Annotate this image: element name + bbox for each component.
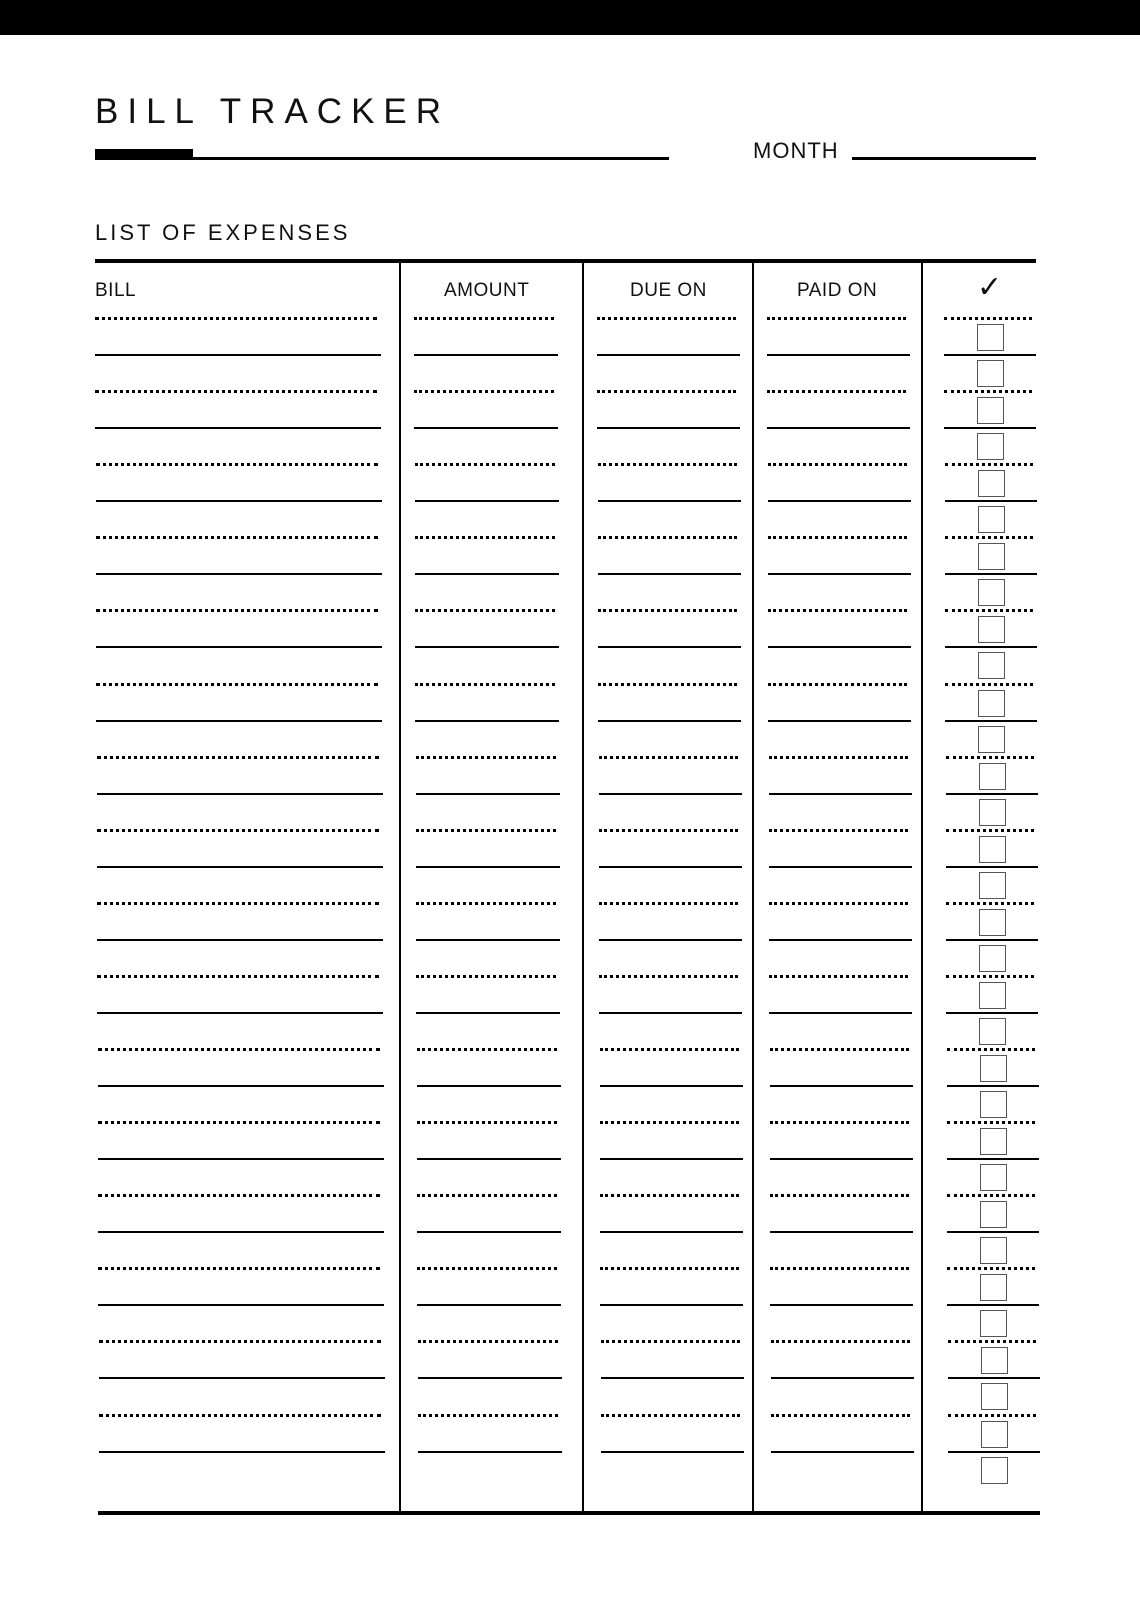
paid-on-dotted-line xyxy=(770,1121,909,1124)
due-on-entry-line[interactable] xyxy=(597,354,740,356)
paid-on-entry-line[interactable] xyxy=(771,1377,914,1379)
paid-dotted-line xyxy=(946,975,1034,978)
due-on-entry-line[interactable] xyxy=(601,1451,744,1453)
paid-on-dotted-line xyxy=(768,463,907,466)
table-row xyxy=(0,975,1140,1048)
paid-on-entry-line[interactable] xyxy=(771,1451,914,1453)
paid-checkbox[interactable] xyxy=(980,1274,1007,1301)
bill-entry-line[interactable] xyxy=(95,354,381,356)
due-on-entry-line[interactable] xyxy=(599,866,742,868)
paid-checkbox[interactable] xyxy=(979,1018,1006,1045)
table-row xyxy=(0,1340,1140,1413)
table-row xyxy=(0,756,1140,829)
amount-entry-line[interactable] xyxy=(416,1012,560,1014)
paid-checkbox[interactable] xyxy=(977,397,1004,424)
amount-entry-line[interactable] xyxy=(416,866,560,868)
bill-dotted-line xyxy=(96,463,378,466)
table-row xyxy=(0,317,1140,390)
due-on-entry-line[interactable] xyxy=(599,1012,742,1014)
bill-entry-line[interactable] xyxy=(97,793,383,795)
due-on-dotted-line xyxy=(598,609,737,612)
paid-checkbox[interactable] xyxy=(978,690,1005,717)
paid-checkbox[interactable] xyxy=(977,433,1004,460)
section-title: LIST OF EXPENSES xyxy=(95,220,351,245)
paid-entry-line[interactable] xyxy=(948,1377,1040,1379)
paid-checkbox[interactable] xyxy=(979,982,1006,1009)
amount-dotted-line xyxy=(417,1194,557,1197)
due-on-entry-line[interactable] xyxy=(598,500,741,502)
table-row xyxy=(0,536,1140,609)
paid-on-entry-line[interactable] xyxy=(770,1085,913,1087)
due-on-dotted-line xyxy=(597,390,736,393)
table-row xyxy=(0,1121,1140,1194)
due-on-dotted-line xyxy=(600,1048,739,1051)
table-row xyxy=(0,1267,1140,1340)
amount-entry-line[interactable] xyxy=(418,1451,562,1453)
paid-dotted-line xyxy=(948,1340,1036,1343)
due-on-dotted-line xyxy=(601,1414,740,1417)
due-on-dotted-line xyxy=(600,1121,739,1124)
paid-on-dotted-line xyxy=(770,1194,909,1197)
paid-on-dotted-line xyxy=(770,1048,909,1051)
due-on-dotted-line xyxy=(598,463,737,466)
table-top-rule xyxy=(95,259,1036,263)
paid-checkbox[interactable] xyxy=(979,872,1006,899)
bill-entry-line[interactable] xyxy=(96,573,382,575)
bill-dotted-line xyxy=(96,609,378,612)
bill-dotted-line xyxy=(95,390,377,393)
due-on-dotted-line xyxy=(599,829,738,832)
due-on-dotted-line xyxy=(598,683,737,686)
paid-dotted-line xyxy=(945,683,1033,686)
bill-dotted-line xyxy=(98,1267,380,1270)
paid-entry-line[interactable] xyxy=(947,1085,1039,1087)
amount-dotted-line xyxy=(416,756,556,759)
due-on-entry-line[interactable] xyxy=(600,1158,743,1160)
paid-checkbox[interactable] xyxy=(977,324,1004,351)
bill-dotted-line xyxy=(96,536,378,539)
amount-entry-line[interactable] xyxy=(417,1231,561,1233)
paid-checkbox[interactable] xyxy=(977,360,1004,387)
due-on-dotted-line xyxy=(599,756,738,759)
month-label: MONTH xyxy=(753,138,839,163)
due-on-entry-line[interactable] xyxy=(598,646,741,648)
paid-on-entry-line[interactable] xyxy=(770,1304,913,1306)
paid-on-dotted-line xyxy=(768,609,907,612)
bill-entry-line[interactable] xyxy=(99,1377,385,1379)
amount-entry-line[interactable] xyxy=(414,427,558,429)
bill-dotted-line xyxy=(99,1340,381,1343)
paid-on-entry-line[interactable] xyxy=(768,720,911,722)
paid-checkbox[interactable] xyxy=(980,1091,1007,1118)
bill-entry-line[interactable] xyxy=(99,1451,385,1453)
bill-dotted-line xyxy=(97,902,379,905)
amount-dotted-line xyxy=(415,609,555,612)
paid-checkbox[interactable] xyxy=(978,470,1005,497)
amount-entry-line[interactable] xyxy=(415,500,559,502)
paid-dotted-line xyxy=(947,1121,1035,1124)
paid-entry-line[interactable] xyxy=(945,573,1037,575)
paid-entry-line[interactable] xyxy=(944,354,1036,356)
title-underline xyxy=(95,157,669,160)
amount-entry-line[interactable] xyxy=(416,939,560,941)
table-row xyxy=(0,463,1140,536)
paid-on-dotted-line xyxy=(769,829,908,832)
paid-checkbox[interactable] xyxy=(978,579,1005,606)
bill-entry-line[interactable] xyxy=(98,1158,384,1160)
due-on-dotted-line xyxy=(598,536,737,539)
due-on-dotted-line xyxy=(597,317,736,320)
paid-dotted-line xyxy=(946,902,1034,905)
paid-entry-line[interactable] xyxy=(946,1012,1038,1014)
paid-entry-line[interactable] xyxy=(945,720,1037,722)
paid-on-dotted-line xyxy=(768,536,907,539)
paid-dotted-line xyxy=(945,463,1033,466)
amount-dotted-line xyxy=(415,683,555,686)
paid-checkbox[interactable] xyxy=(981,1457,1008,1484)
amount-entry-line[interactable] xyxy=(417,1158,561,1160)
paid-checkbox[interactable] xyxy=(981,1383,1008,1410)
paid-checkbox[interactable] xyxy=(978,616,1005,643)
table-row xyxy=(0,1414,1140,1487)
bill-dotted-line xyxy=(96,683,378,686)
paid-checkbox[interactable] xyxy=(980,1310,1007,1337)
paid-on-entry-line[interactable] xyxy=(767,427,910,429)
amount-dotted-line xyxy=(414,390,554,393)
due-on-dotted-line xyxy=(600,1194,739,1197)
paid-checkbox[interactable] xyxy=(979,836,1006,863)
paid-checkbox[interactable] xyxy=(980,1128,1007,1155)
paid-on-dotted-line xyxy=(769,975,908,978)
amount-entry-line[interactable] xyxy=(415,573,559,575)
due-on-entry-line[interactable] xyxy=(601,1377,744,1379)
amount-dotted-line xyxy=(416,975,556,978)
paid-entry-line[interactable] xyxy=(948,1451,1040,1453)
bill-entry-line[interactable] xyxy=(95,427,381,429)
paid-on-dotted-line xyxy=(771,1414,910,1417)
bill-entry-line[interactable] xyxy=(96,500,382,502)
paid-entry-line[interactable] xyxy=(946,866,1038,868)
top-black-bar xyxy=(0,0,1140,35)
paid-dotted-line xyxy=(947,1048,1035,1051)
amount-entry-line[interactable] xyxy=(414,354,558,356)
amount-dotted-line xyxy=(417,1048,557,1051)
paid-on-dotted-line xyxy=(771,1340,910,1343)
paid-entry-line[interactable] xyxy=(946,939,1038,941)
column-header-bill: BILL xyxy=(95,280,137,301)
checkmark-icon: ✓ xyxy=(977,270,1003,305)
amount-dotted-line xyxy=(417,1267,557,1270)
due-on-entry-line[interactable] xyxy=(597,427,740,429)
paid-checkbox[interactable] xyxy=(978,726,1005,753)
due-on-dotted-line xyxy=(599,902,738,905)
paid-on-entry-line[interactable] xyxy=(768,646,911,648)
paid-on-entry-line[interactable] xyxy=(770,1231,913,1233)
paid-on-entry-line[interactable] xyxy=(769,793,912,795)
paid-on-dotted-line xyxy=(767,390,906,393)
paid-entry-line[interactable] xyxy=(945,646,1037,648)
due-on-entry-line[interactable] xyxy=(599,793,742,795)
column-header-paid-on: PAID ON xyxy=(797,280,878,301)
paid-dotted-line xyxy=(947,1194,1035,1197)
paid-dotted-line xyxy=(944,390,1032,393)
bill-dotted-line xyxy=(98,1121,380,1124)
paid-on-entry-line[interactable] xyxy=(769,1012,912,1014)
paid-checkbox[interactable] xyxy=(980,1237,1007,1264)
due-on-entry-line[interactable] xyxy=(600,1085,743,1087)
amount-entry-line[interactable] xyxy=(417,1304,561,1306)
paid-checkbox[interactable] xyxy=(980,1164,1007,1191)
paid-dotted-line xyxy=(947,1267,1035,1270)
amount-entry-line[interactable] xyxy=(415,646,559,648)
paid-checkbox[interactable] xyxy=(981,1347,1008,1374)
paid-on-dotted-line xyxy=(768,683,907,686)
amount-dotted-line xyxy=(414,317,554,320)
bill-entry-line[interactable] xyxy=(98,1304,384,1306)
paid-checkbox[interactable] xyxy=(979,763,1006,790)
bill-entry-line[interactable] xyxy=(97,866,383,868)
paid-checkbox[interactable] xyxy=(978,543,1005,570)
paid-dotted-line xyxy=(945,609,1033,612)
due-on-dotted-line xyxy=(600,1267,739,1270)
paid-dotted-line xyxy=(948,1414,1036,1417)
bill-entry-line[interactable] xyxy=(97,939,383,941)
paid-dotted-line xyxy=(945,536,1033,539)
bill-entry-line[interactable] xyxy=(98,1085,384,1087)
table-row xyxy=(0,683,1140,756)
table-row xyxy=(0,390,1140,463)
amount-entry-line[interactable] xyxy=(415,720,559,722)
paid-on-dotted-line xyxy=(769,756,908,759)
bill-entry-line[interactable] xyxy=(96,646,382,648)
table-bottom-rule xyxy=(98,1511,1040,1515)
paid-entry-line[interactable] xyxy=(946,793,1038,795)
amount-dotted-line xyxy=(417,1121,557,1124)
paid-checkbox[interactable] xyxy=(979,909,1006,936)
due-on-dotted-line xyxy=(599,975,738,978)
amount-dotted-line xyxy=(415,536,555,539)
bill-entry-line[interactable] xyxy=(97,1012,383,1014)
table-row xyxy=(0,902,1140,975)
bill-dotted-line xyxy=(97,756,379,759)
paid-on-entry-line[interactable] xyxy=(769,866,912,868)
paid-checkbox[interactable] xyxy=(979,945,1006,972)
bill-dotted-line xyxy=(99,1414,381,1417)
paid-on-entry-line[interactable] xyxy=(770,1158,913,1160)
paid-on-entry-line[interactable] xyxy=(769,939,912,941)
page-title: BILL TRACKER xyxy=(95,92,451,131)
table-row xyxy=(0,1194,1140,1267)
bill-entry-line[interactable] xyxy=(96,720,382,722)
due-on-entry-line[interactable] xyxy=(599,939,742,941)
bill-entry-line[interactable] xyxy=(98,1231,384,1233)
bill-dotted-line xyxy=(98,1194,380,1197)
table-row xyxy=(0,609,1140,682)
amount-dotted-line xyxy=(415,463,555,466)
paid-entry-line[interactable] xyxy=(947,1304,1039,1306)
paid-on-entry-line[interactable] xyxy=(768,573,911,575)
paid-on-dotted-line xyxy=(767,317,906,320)
due-on-entry-line[interactable] xyxy=(600,1304,743,1306)
paid-checkbox[interactable] xyxy=(979,799,1006,826)
paid-entry-line[interactable] xyxy=(947,1158,1039,1160)
paid-dotted-line xyxy=(946,829,1034,832)
due-on-entry-line[interactable] xyxy=(598,720,741,722)
table-row xyxy=(0,1048,1140,1121)
paid-on-dotted-line xyxy=(769,902,908,905)
due-on-dotted-line xyxy=(601,1340,740,1343)
column-header-amount: AMOUNT xyxy=(444,280,530,301)
paid-entry-line[interactable] xyxy=(947,1231,1039,1233)
paid-entry-line[interactable] xyxy=(944,427,1036,429)
bill-dotted-line xyxy=(95,317,377,320)
bill-dotted-line xyxy=(97,829,379,832)
amount-dotted-line xyxy=(418,1414,558,1417)
paid-on-entry-line[interactable] xyxy=(768,500,911,502)
bill-dotted-line xyxy=(97,975,379,978)
paid-checkbox[interactable] xyxy=(981,1421,1008,1448)
paid-checkbox[interactable] xyxy=(980,1201,1007,1228)
amount-entry-line[interactable] xyxy=(416,793,560,795)
paid-on-dotted-line xyxy=(770,1267,909,1270)
column-header-due-on: DUE ON xyxy=(630,280,707,301)
paid-checkbox[interactable] xyxy=(978,652,1005,679)
amount-dotted-line xyxy=(418,1340,558,1343)
amount-entry-line[interactable] xyxy=(417,1085,561,1087)
due-on-entry-line[interactable] xyxy=(598,573,741,575)
paid-checkbox[interactable] xyxy=(978,506,1005,533)
amount-dotted-line xyxy=(416,902,556,905)
amount-entry-line[interactable] xyxy=(418,1377,562,1379)
paid-dotted-line xyxy=(946,756,1034,759)
paid-checkbox[interactable] xyxy=(980,1055,1007,1082)
amount-dotted-line xyxy=(416,829,556,832)
paid-dotted-line xyxy=(944,317,1032,320)
due-on-entry-line[interactable] xyxy=(600,1231,743,1233)
month-field[interactable] xyxy=(852,157,1036,160)
bill-dotted-line xyxy=(98,1048,380,1051)
paid-entry-line[interactable] xyxy=(945,500,1037,502)
table-row xyxy=(0,829,1140,902)
paid-on-entry-line[interactable] xyxy=(767,354,910,356)
